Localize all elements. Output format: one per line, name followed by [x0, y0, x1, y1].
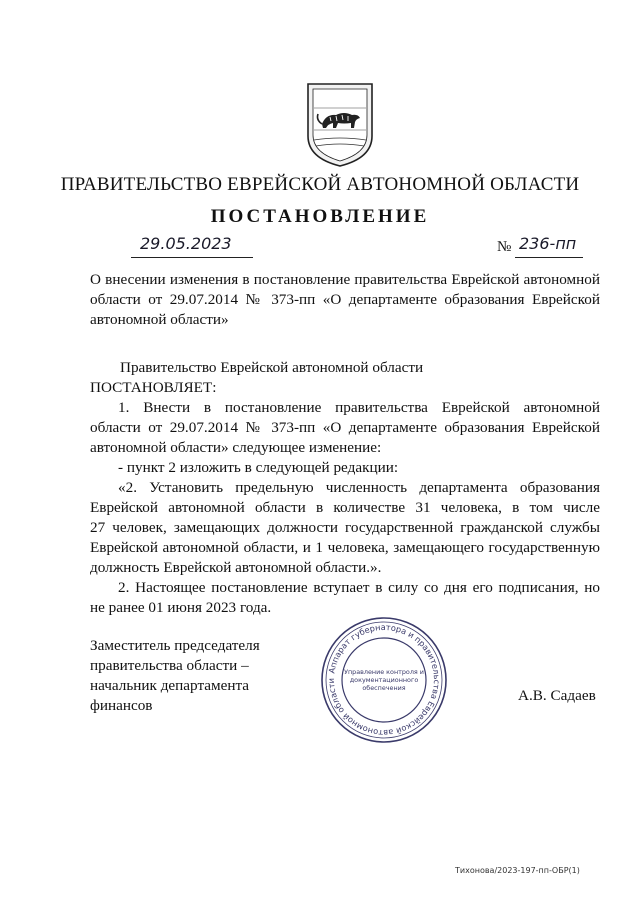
- signer-position: [90, 636, 290, 716]
- resolves-line: ПОСТАНОВЛЯЕТ:: [90, 379, 217, 396]
- document-subject: [90, 270, 600, 330]
- official-seal-stamp: [318, 614, 450, 746]
- seal-center-line: обеспечения: [362, 684, 406, 692]
- intro-line: Правительство Еврейской автономной области: [120, 359, 424, 376]
- item-1-line: 1. Внести в постановление правительства Еврейской автономной: [118, 399, 600, 416]
- document-body: [90, 358, 600, 618]
- item-2-line: не ранее 01 июня 2023 года.: [90, 599, 272, 616]
- government-title: ПРАВИТЕЛЬСТВО ЕВРЕЙСКОЙ АВТОНОМНОЙ ОБЛАСТИ: [60, 174, 580, 195]
- quote-line: 27 человек, замещающих должности государственной гражданской службы: [90, 519, 600, 536]
- document-date: 29.05.2023: [140, 234, 232, 253]
- signer-position-line: финансов: [90, 697, 153, 714]
- signer-name: А.В. Садаев: [518, 687, 596, 704]
- quote-line: должность Еврейской автономной области.».: [90, 559, 382, 576]
- sub-item-line: - пункт 2 изложить в следующей редакции:: [118, 459, 399, 476]
- subject-line: автономной области»: [90, 311, 229, 328]
- subject-line: области от 29.07.2014 № 373-пп «О департаменте образования Еврейской: [90, 291, 600, 308]
- subject-line: О внесении изменения в постановление правительства Еврейской автономной: [90, 271, 600, 288]
- quote-line: Еврейской автономной области, и 1 человека, замещающего государственную: [90, 539, 600, 556]
- signer-position-line: Заместитель председателя: [90, 637, 260, 654]
- item-1-line: области от 29.07.2014 № 373-пп «О департаменте образования Еврейской: [90, 419, 600, 436]
- document-number: 236-пп: [519, 234, 577, 253]
- item-2-line: 2. Настоящее постановление вступает в силу со дня его подписания, но: [118, 579, 600, 596]
- coat-of-arms-emblem: [300, 78, 380, 170]
- seal-center-line: документационного: [349, 676, 419, 684]
- item-1-line: автономной области» следующее изменение:: [90, 439, 382, 456]
- number-sign: №: [497, 239, 512, 255]
- document-type-title: ПОСТАНОВЛЕНИЕ: [210, 206, 430, 227]
- signer-position-line: правительства области –: [90, 657, 249, 674]
- seal-center-line: Управление контроля и: [344, 668, 424, 676]
- quote-line: Еврейской автономной области в количестве 31 человека, в том числе: [90, 499, 600, 516]
- quote-line: «2. Установить предельную численность департамента образования: [118, 479, 600, 496]
- seal-ring-text: Аппарат губернатора и правительства Еврейской автономной области: [325, 621, 443, 739]
- signer-position-line: начальник департамента: [90, 677, 250, 694]
- footer-reference: Тихонова/2023-197-пп-ОБР(1): [455, 866, 580, 875]
